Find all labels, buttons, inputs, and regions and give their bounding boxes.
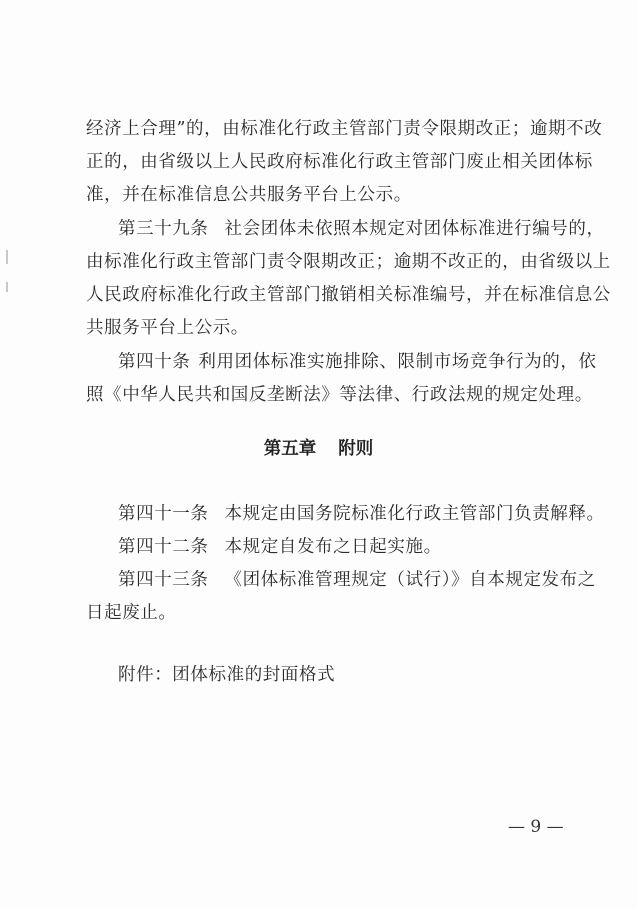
chapter-number: 第五章 — [263, 439, 317, 459]
article-41-label: 第四十一条 — [118, 504, 209, 524]
article-39-text: 社会团体未依照本规定对团体标准进行编号的， — [224, 219, 605, 239]
page-number: — 9 — — [508, 817, 564, 837]
article-39-line-2: 由标准化行政主管部门责令限期改正；逾期不改正的，由省级以上 — [86, 252, 611, 272]
scan-edge-mark — [6, 250, 8, 264]
article-40-text: 利用团体标准实施排除、限制市场竞争行为的，依 — [198, 352, 597, 372]
continuation-line-2: 正的，由省级以上人民政府标准化行政主管部门废止相关团体标 — [86, 152, 593, 172]
article-39-line-3: 人民政府标准化行政主管部门撤销相关标准编号，并在标准信息公 — [86, 285, 611, 305]
article-42-text: 本规定自发布之日起实施。 — [224, 537, 442, 557]
article-41 — [118, 503, 605, 525]
article-40-first-line — [118, 351, 597, 373]
article-40-label: 第四十条 — [118, 352, 191, 372]
article-39-label: 第三十九条 — [118, 219, 209, 239]
continuation-line-1: 经济上合理”的，由标准化行政主管部门责令限期改正；逾期不改 — [86, 119, 603, 139]
article-40-line-2: 照《中华人民共和国反垄断法》等法律、行政法规的规定处理。 — [86, 385, 593, 405]
scan-edge-mark — [6, 282, 8, 292]
article-39-first-line — [118, 218, 605, 240]
continuation-line-3: 准，并在标准信息公共服务平台上公示。 — [86, 185, 412, 205]
article-41-text: 本规定由国务院标准化行政主管部门负责解释。 — [224, 504, 605, 524]
article-43-text: 《团体标准管理规定（试行）》自本规定发布之 — [224, 570, 596, 590]
chapter-heading — [0, 438, 637, 460]
article-43-label: 第四十三条 — [118, 570, 209, 590]
article-42 — [118, 536, 576, 558]
chapter-title: 附则 — [338, 439, 374, 459]
article-43-first-line — [118, 569, 596, 591]
article-42-label: 第四十二条 — [118, 537, 209, 557]
article-43-line-2: 日起废止。 — [86, 603, 177, 623]
attachment-note: 附件：团体标准的封面格式 — [118, 665, 336, 685]
article-39-line-4: 共服务平台上公示。 — [86, 318, 249, 338]
